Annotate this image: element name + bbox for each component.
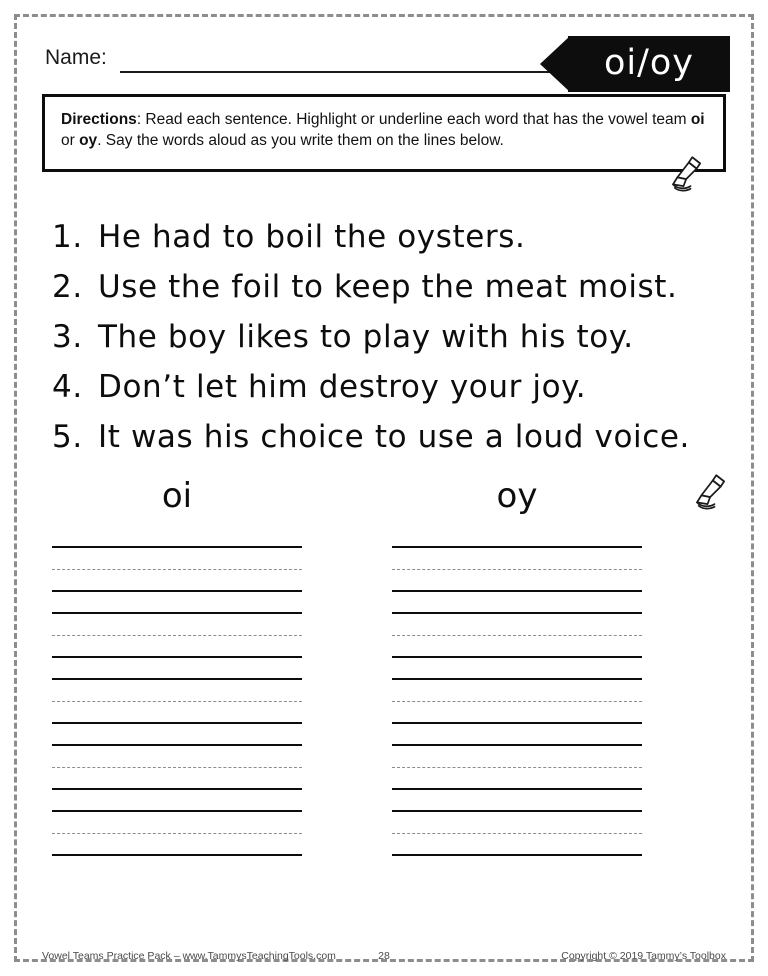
name-label: Name: (45, 46, 107, 69)
writing-line-dashed (392, 746, 642, 768)
writing-line-solid[interactable] (392, 724, 642, 746)
sentence-number: 5. (52, 419, 83, 455)
writing-line-dashed (392, 614, 642, 636)
sentence-item (52, 212, 726, 262)
writing-line-solid[interactable] (392, 592, 642, 614)
directions-part-2: . Say the words aloud as you write them on the lines below. (97, 132, 504, 149)
title-flag (540, 36, 730, 92)
writing-line-solid[interactable] (52, 636, 302, 658)
sentence-number: 1. (52, 219, 83, 255)
column-headings (42, 476, 726, 516)
directions-text (61, 109, 707, 151)
writing-line-solid[interactable] (52, 658, 302, 680)
sentence-text[interactable]: It was his choice to use a loud voice. (98, 419, 691, 455)
directions-label: Directions (61, 111, 137, 128)
page-number: 28 (378, 950, 390, 962)
directions-part-1: : Read each sentence. Highlight or underline each word that has the vowel team (136, 111, 691, 128)
writing-line-dashed (52, 680, 302, 702)
sentence-number: 2. (52, 269, 83, 305)
writing-line-solid[interactable] (52, 768, 302, 790)
writing-line-dashed (392, 812, 642, 834)
sentence-text[interactable]: He had to boil the oysters. (98, 219, 526, 255)
writing-line-solid[interactable] (392, 834, 642, 856)
writing-lines-column-oi[interactable] (52, 526, 302, 856)
sentence-list (52, 212, 726, 462)
footer-copyright: Copyright © 2019 Tammy’s Toolbox (561, 950, 726, 962)
footer-source: Vowel Teams Practice Pack – www.TammysTeachingTools.com (42, 950, 336, 962)
writing-line-solid[interactable] (392, 790, 642, 812)
directions-box (42, 94, 726, 172)
writing-line-solid[interactable] (52, 570, 302, 592)
column-heading-oi: oi (161, 476, 193, 516)
writing-line-solid[interactable] (392, 702, 642, 724)
sentence-item (52, 262, 726, 312)
writing-line-solid[interactable] (392, 658, 642, 680)
sentence-item (52, 312, 726, 362)
hand-writing-icon (690, 470, 732, 512)
writing-line-solid[interactable] (52, 526, 302, 548)
writing-line-solid[interactable] (52, 834, 302, 856)
writing-line-dashed (392, 680, 642, 702)
column-heading-oy: oy (496, 476, 538, 516)
writing-line-solid[interactable] (52, 702, 302, 724)
name-input-line[interactable] (120, 71, 558, 73)
sentence-number: 4. (52, 369, 83, 405)
directions-mid: or (61, 132, 80, 149)
writing-lines-column-oy[interactable] (392, 526, 642, 856)
hand-writing-icon (666, 152, 708, 194)
writing-line-dashed (392, 548, 642, 570)
writing-line-dashed (52, 812, 302, 834)
writing-line-solid[interactable] (392, 570, 642, 592)
directions-bold-oi: oi (690, 111, 705, 128)
sentence-text[interactable]: The boy likes to play with his toy. (98, 319, 634, 355)
sentence-item (52, 362, 726, 412)
flag-arrow-shape (540, 36, 570, 92)
sentence-number: 3. (52, 319, 83, 355)
writing-line-solid[interactable] (392, 526, 642, 548)
sentence-item (52, 412, 726, 462)
writing-line-solid[interactable] (392, 636, 642, 658)
writing-line-solid[interactable] (392, 768, 642, 790)
name-row (42, 40, 726, 86)
worksheet-content (42, 40, 726, 826)
writing-line-dashed (52, 548, 302, 570)
sentence-text[interactable]: Don’t let him destroy your joy. (98, 369, 587, 405)
sentence-text[interactable]: Use the foil to keep the meat moist. (98, 269, 678, 305)
writing-line-solid[interactable] (52, 790, 302, 812)
writing-lines-area (42, 526, 726, 826)
directions-bold-oy: oy (79, 132, 98, 149)
writing-line-dashed (52, 614, 302, 636)
writing-line-solid[interactable] (52, 724, 302, 746)
writing-line-dashed (52, 746, 302, 768)
writing-line-solid[interactable] (52, 592, 302, 614)
page-title: oi/oy (603, 43, 695, 83)
